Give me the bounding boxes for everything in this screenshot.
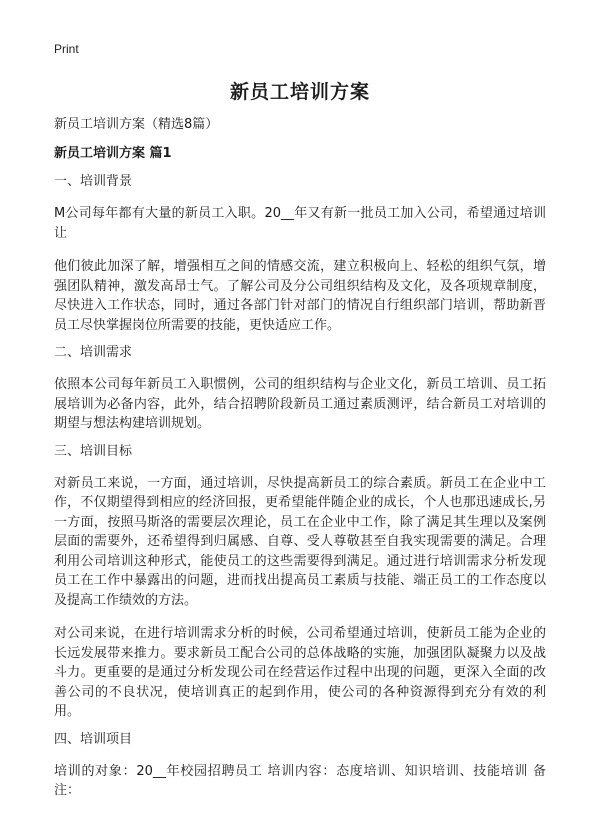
- paragraph-projects-1: 培训的对象：20__年校园招聘员工 培训内容：态度培训、知识培训、技能培训 备注：: [54, 763, 546, 798]
- print-link[interactable]: Print: [54, 42, 79, 56]
- paragraph-background-2: 他们彼此加深了解，增强相互之间的情感交流，建立积极向上、轻松的组织气氛，增强团队精神，激发高昂士气。了解公司及分公司组织结构及文化，及各项规章制度，尽快进入工作状态，同时，通过各部门针对部门的情况自行组织部门培训，帮助新晋员工尽快掌握岗位所需要的技能，更快适应工作。: [54, 259, 546, 333]
- paragraph-goals-1: 对新员工来说，一方面，通过培训，尽快提高新员工的综合素质。新员工在企业中工作，不仅期望得到相应的经济回报，更希望能伴随企业的成长，个人也那迅速成长,另一方面，按照马斯洛的需要层次理论，员工在企业中工作，除了满足其生理以及案例层面的需要外，还希望得到归属感、自尊、受人尊敬甚至自我实现需要的满足。合理利用公司培训这种形式，能使员工的这些需要得到满足。通过进行培训需求分析发现员工在工作中暴露出的问题，进而找出提高员工素质与技能、端正员工的工作态度以及提高工作绩效的方法。: [54, 475, 546, 608]
- paragraph-background-1: M公司每年都有大量的新员工入职。20__年又有新一批员工加入公司，希望通过培训让: [54, 206, 546, 241]
- section-heading-goals: 三、培训目标: [54, 443, 133, 459]
- section-heading-background: 一、培训背景: [54, 174, 133, 189]
- document-subtitle: 新员工培训方案（精选8篇）: [54, 117, 219, 132]
- paragraph-goals-2: 对公司来说，在进行培训需求分析的时候，公司希望通过培训，使新员工能为企业的长远发展带来推力。要求新员工配合公司的总体战略的实施，加强团队凝聚力以及战斗力。更重要的是通过分析发现公司在经营运作过程中出现的问题，更深入全面的改善公司的不良状况，使培训真正的起到作用，使公司的各种资源得到充分有效的利用。: [54, 626, 546, 719]
- document-title: 新员工培训方案: [229, 81, 370, 103]
- paragraph-needs-1: 依照本公司每年新员工入职惯例，公司的组织结构与企业文化，新员工培训、员工拓展培训为必备内容，此外，结合招聘阶段新员工通过素质测评，结合新员工对培训的期望与想法构建培训规划。: [54, 377, 546, 431]
- section-heading-needs: 二、培训需求: [54, 345, 133, 360]
- article-title: 新员工培训方案 篇1: [54, 146, 172, 161]
- section-heading-projects: 四、培训项目: [54, 731, 133, 747]
